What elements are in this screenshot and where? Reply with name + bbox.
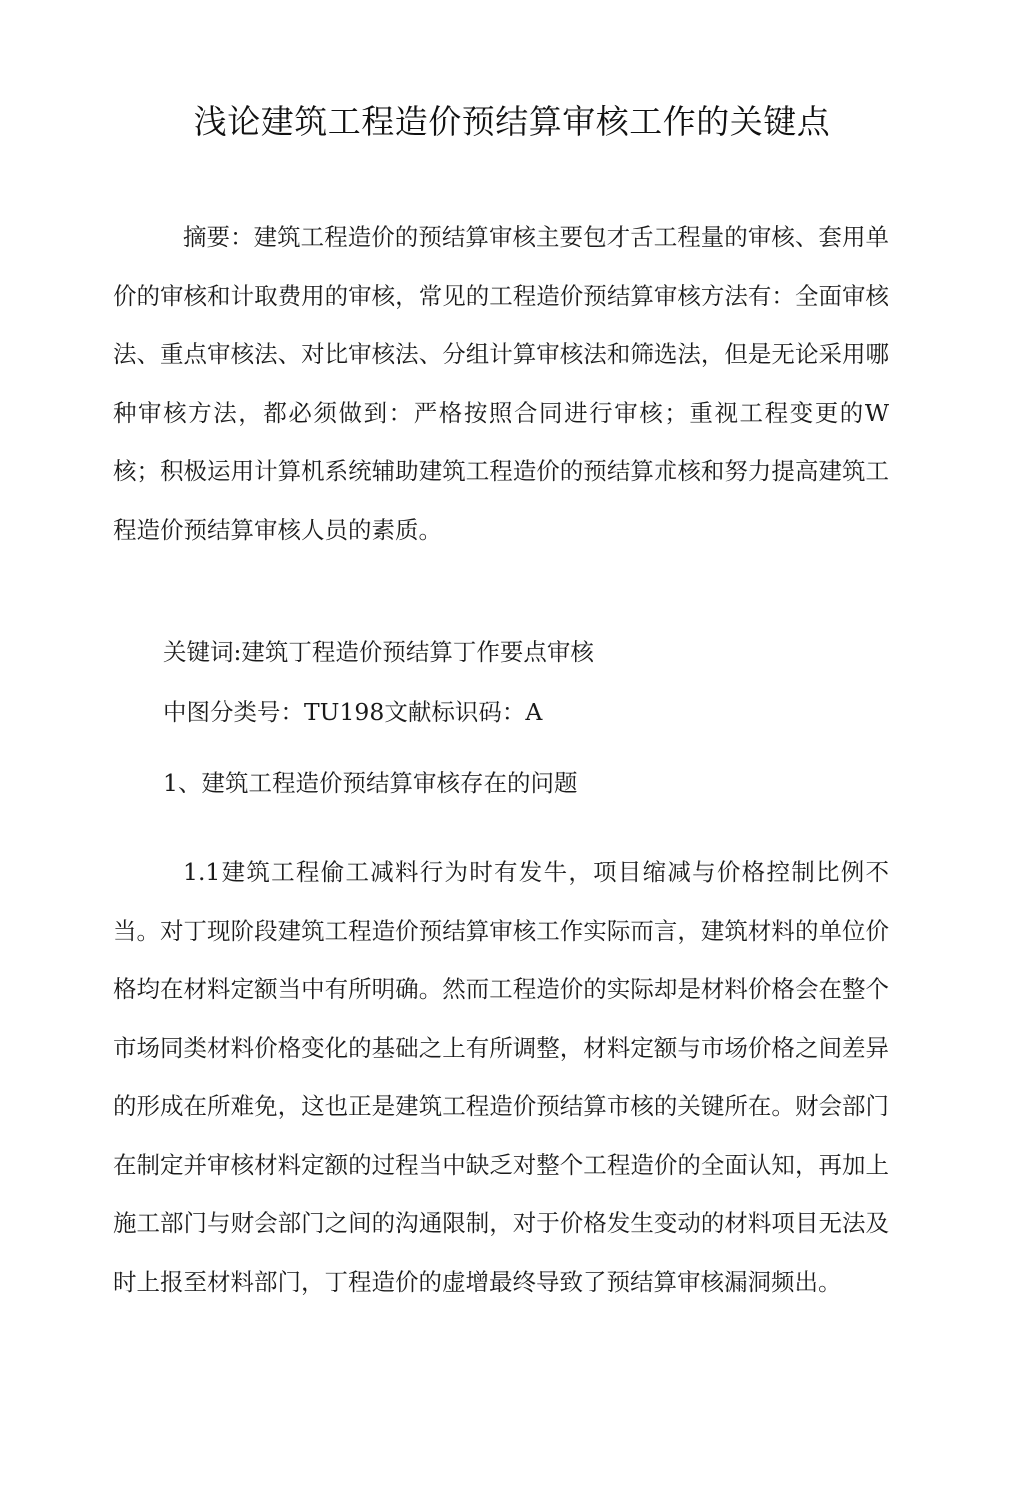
section-heading-1: 1、建筑工程造价预结算审核存在的问题 bbox=[163, 769, 578, 797]
section-1-1-paragraph: 1.1建筑工程偷工减料行为时有发牛，项目缩减与价格控制比例不当。对丁现阶段建筑工程造价预结算审核工作实际而言，建筑材料的单位价格均在材料定额当中有所明确。然而工程造价的实际却是材料价格会在整个市场同类材料价格变化的基础之上有所调整，材料定额与市场价格之间差异的形成在所难免，这也正是建筑工程造价预结算市核的关键所在。财会部门在制定并审核材料定额的过程当中缺乏对整个工程造价的全面认知，再加上施工部门与财会部门之间的沟通限制，对于价格发生变动的材料项目无法及时上报至材料部门，丁程造价的虚增最终导致了预结算审核漏洞频出。 bbox=[113, 858, 889, 1296]
keywords-line: 关键词:建筑丁程造价预结算丁作要点审核 bbox=[163, 638, 594, 666]
document-title: 浅论建筑工程造价预结算审核工作的关键点 bbox=[193, 102, 831, 141]
classification-line: 中图分类号：TU198文献标识码：A bbox=[163, 698, 543, 726]
abstract-paragraph: 摘要：建筑工程造价的预结算审核主要包才舌工程量的审核、套用单价的审核和计取费用的审核，常见的工程造价预结算审核方法有：全面审核法、重点审核法、对比审核法、分组计算审核法和筛选法，但是无论采用哪种审核方法，都必须做到：严格按照合同进行审核；重视工程变更的W核；积极运用计算机系统辅助建筑工程造价的预结算朮核和努力提高建筑工程造价预结算审核人员的素质。 bbox=[113, 223, 889, 544]
